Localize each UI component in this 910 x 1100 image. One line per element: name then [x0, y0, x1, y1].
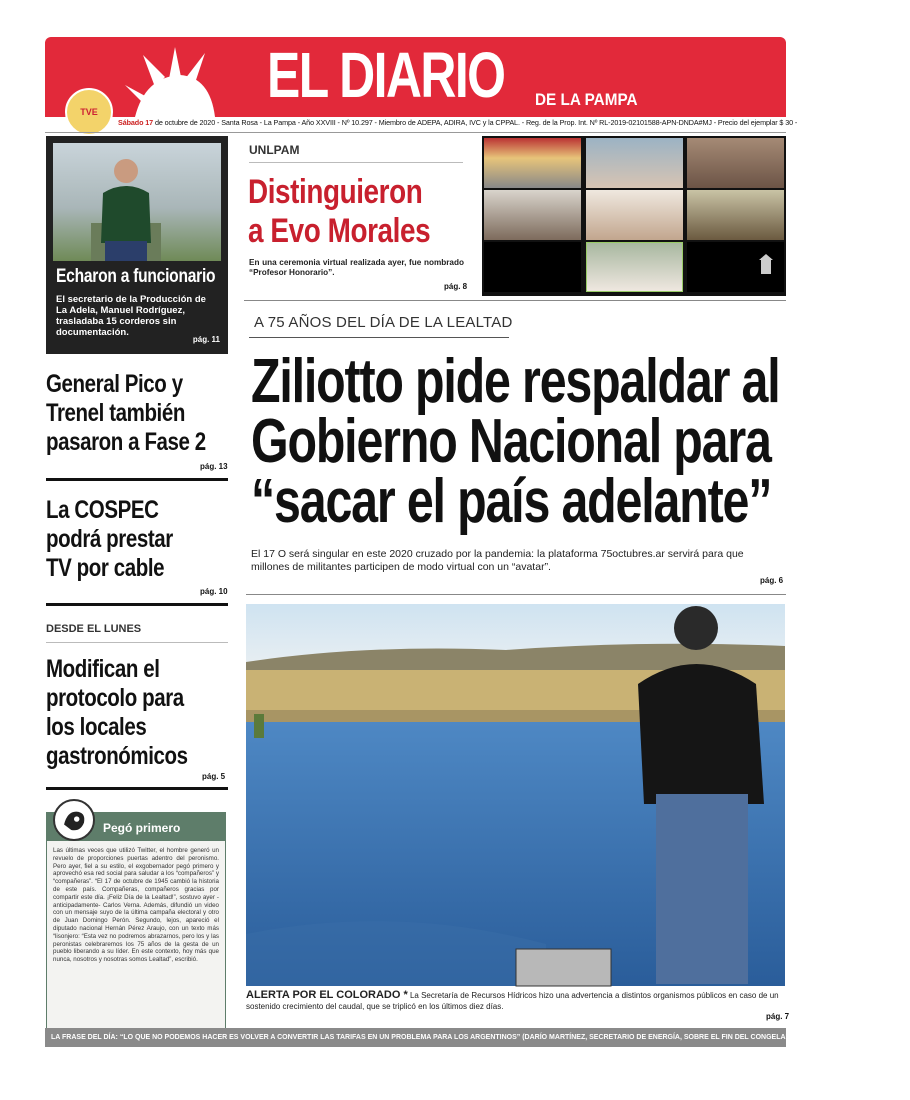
promo-page: pág. 11 — [192, 335, 220, 344]
caption-title: ALERTA POR EL COLORADO * — [246, 989, 408, 1001]
main-deck: El 17 O será singular en este 2020 cruzado por la pandemia: la plataforma 75octubres.ar servirá para que millones de militantes participen de modo virtual con un “avatar”. — [251, 548, 744, 573]
dateline-details: de octubre de 2020 - Santa Rosa - La Pampa - Año XXVIII - Nº 10.297 - Miembro de ADEPA, ADIRA, IVC y la CPPAL. - Reg. de la Prop. Int. Nº RL-2019-02101588-APN-DNDA#MJ - Precio del ejemplar $ 30 - — [153, 118, 798, 127]
divider — [244, 300, 786, 301]
video-tile — [586, 138, 683, 188]
river-photo — [246, 604, 785, 986]
headline-line: Trenel también — [46, 399, 185, 427]
headline-line: “sacar el país adelante” — [251, 467, 772, 536]
headline-line: gastronómicos — [46, 742, 188, 770]
evo-kicker: UNLPAM — [249, 143, 300, 157]
story-fase2-headline[interactable] — [46, 370, 206, 457]
divider — [246, 594, 786, 595]
column-title: Pegó primero — [103, 821, 181, 835]
video-tile — [687, 138, 784, 188]
photo-caption — [246, 990, 786, 1012]
video-tile — [586, 190, 683, 240]
newspaper-title: EL DIARIO — [267, 39, 505, 111]
divider — [46, 478, 228, 481]
evo-summary: En una ceremonia virtual realizada ayer, fue nombrado “Profesor Honorario”. — [249, 258, 464, 277]
main-kicker: A 75 AÑOS DEL DÍA DE LA LEALTAD — [254, 314, 513, 331]
divider — [249, 337, 509, 338]
divider — [249, 162, 463, 163]
divider — [46, 603, 228, 606]
divider — [46, 642, 228, 643]
promo-title: Echaron a funcionario — [56, 266, 216, 287]
quote-of-the-day: LA FRASE DEL DÍA: “LO QUE NO PODEMOS HACER ES VOLVER A CONVERTIR LAS TARIFAS EN UN PROBLEMA PARA LOS ARGENTINOS” (DARÍO MARTÍNEZ, SECRETARIO DE ENERGÍA, SOBRE EL FIN DEL CONGELAMIENTO DESDE DICIEMBRE). pág. 15 — [45, 1028, 786, 1047]
divider — [45, 132, 786, 133]
divider — [46, 787, 228, 790]
story-protocol-page: pág. 5 — [202, 772, 226, 781]
video-tile — [586, 242, 683, 292]
dateline — [118, 118, 798, 127]
headline-line: protocolo para — [46, 684, 184, 712]
main-headline[interactable] — [251, 347, 780, 536]
anniversary-badge: TVE — [65, 88, 113, 136]
story-protocol-kicker: DESDE EL LUNES — [46, 623, 142, 635]
headline-line: pasaron a Fase 2 — [46, 428, 206, 456]
headline-line: General Pico y — [46, 370, 183, 398]
headline-line: a Evo Morales — [248, 212, 431, 250]
video-tile — [484, 242, 581, 292]
headline-line: podrá prestar — [46, 525, 173, 553]
headline-line: los locales — [46, 713, 147, 741]
newspaper-subtitle: DE LA PAMPA — [535, 90, 638, 109]
column-text: Las últimas veces que utilizó Twitter, el hombre generó un revuelo de proporciones puertas adentro del peronismo. Pero ayer, fiel a su estilo, el exgobernador pegó primero y aprovechó esa red social para saludar a los “compañeros” y “compañeras”. “El 17 de octubre de 1945 cambió la historia de este país. Compañeras, compañeros gracias por compartir este día. ¡Feliz Día de la Lealtad!”, sostuvo ayer -anticipadamente- Carlos Verna. Además, difundió un video con un mensaje suyo de la última campaña electoral y otro de Juan Domingo Perón. Segundo, lejos, apareció el diputado nacional Hernán Pérez Araujo, con un texto más “lisonjero: “Esta vez no podremos abrazarnos, pero los y las peronistas celebraremos los 75 años de la gesta de un pueblo liberando a su líder. En este contexto, hoy más que nunca, nosotros y nosotras somos Lealtad”, escribió. — [53, 847, 219, 964]
sun-logo-icon — [125, 47, 215, 117]
video-tile — [484, 190, 581, 240]
story-protocol-headline[interactable] — [46, 655, 188, 771]
story-cospec-page: pág. 10 — [200, 587, 228, 596]
promo-story[interactable] — [46, 136, 228, 354]
videoconference-photo — [482, 136, 786, 296]
story-cospec-headline[interactable] — [46, 496, 173, 583]
video-tile — [687, 242, 784, 292]
headline-line: Gobierno Nacional para — [251, 407, 771, 476]
column-pego-primero[interactable] — [46, 812, 226, 1032]
evo-page: pág. 8 — [444, 282, 468, 291]
man-photo-icon — [91, 153, 161, 261]
promo-photo — [53, 143, 221, 261]
headline-line: La COSPEC — [46, 496, 159, 524]
story-fase2-page: pág. 13 — [200, 462, 228, 471]
video-tile — [484, 138, 581, 188]
caption-text: La Secretaría de Recursos Hídricos hizo una advertencia a distintos organismos públicos en caso de un sostenido crecimiento del caudal, que se triplicó en los últimos diez días. — [246, 991, 779, 1011]
caption-page: pág. 7 — [766, 1012, 790, 1021]
promo-text: El secretario de la Producción de La Adela, Manuel Rodríguez, trasladaba 15 corderos sin documentación. — [56, 294, 206, 338]
headline-line: TV por cable — [46, 554, 165, 582]
main-page: pág. 6 — [760, 576, 784, 585]
university-logo-icon — [759, 254, 773, 276]
video-tile — [687, 190, 784, 240]
headline-line: Modifican el — [46, 655, 160, 683]
dateline-day: Sábado 17 — [118, 118, 154, 127]
evo-headline[interactable] — [248, 173, 430, 251]
headline-line: Ziliotto pide respaldar al — [251, 347, 780, 416]
masthead — [45, 37, 786, 117]
headline-line: Distinguieron — [248, 173, 423, 211]
columnist-caricature-icon — [53, 799, 95, 841]
